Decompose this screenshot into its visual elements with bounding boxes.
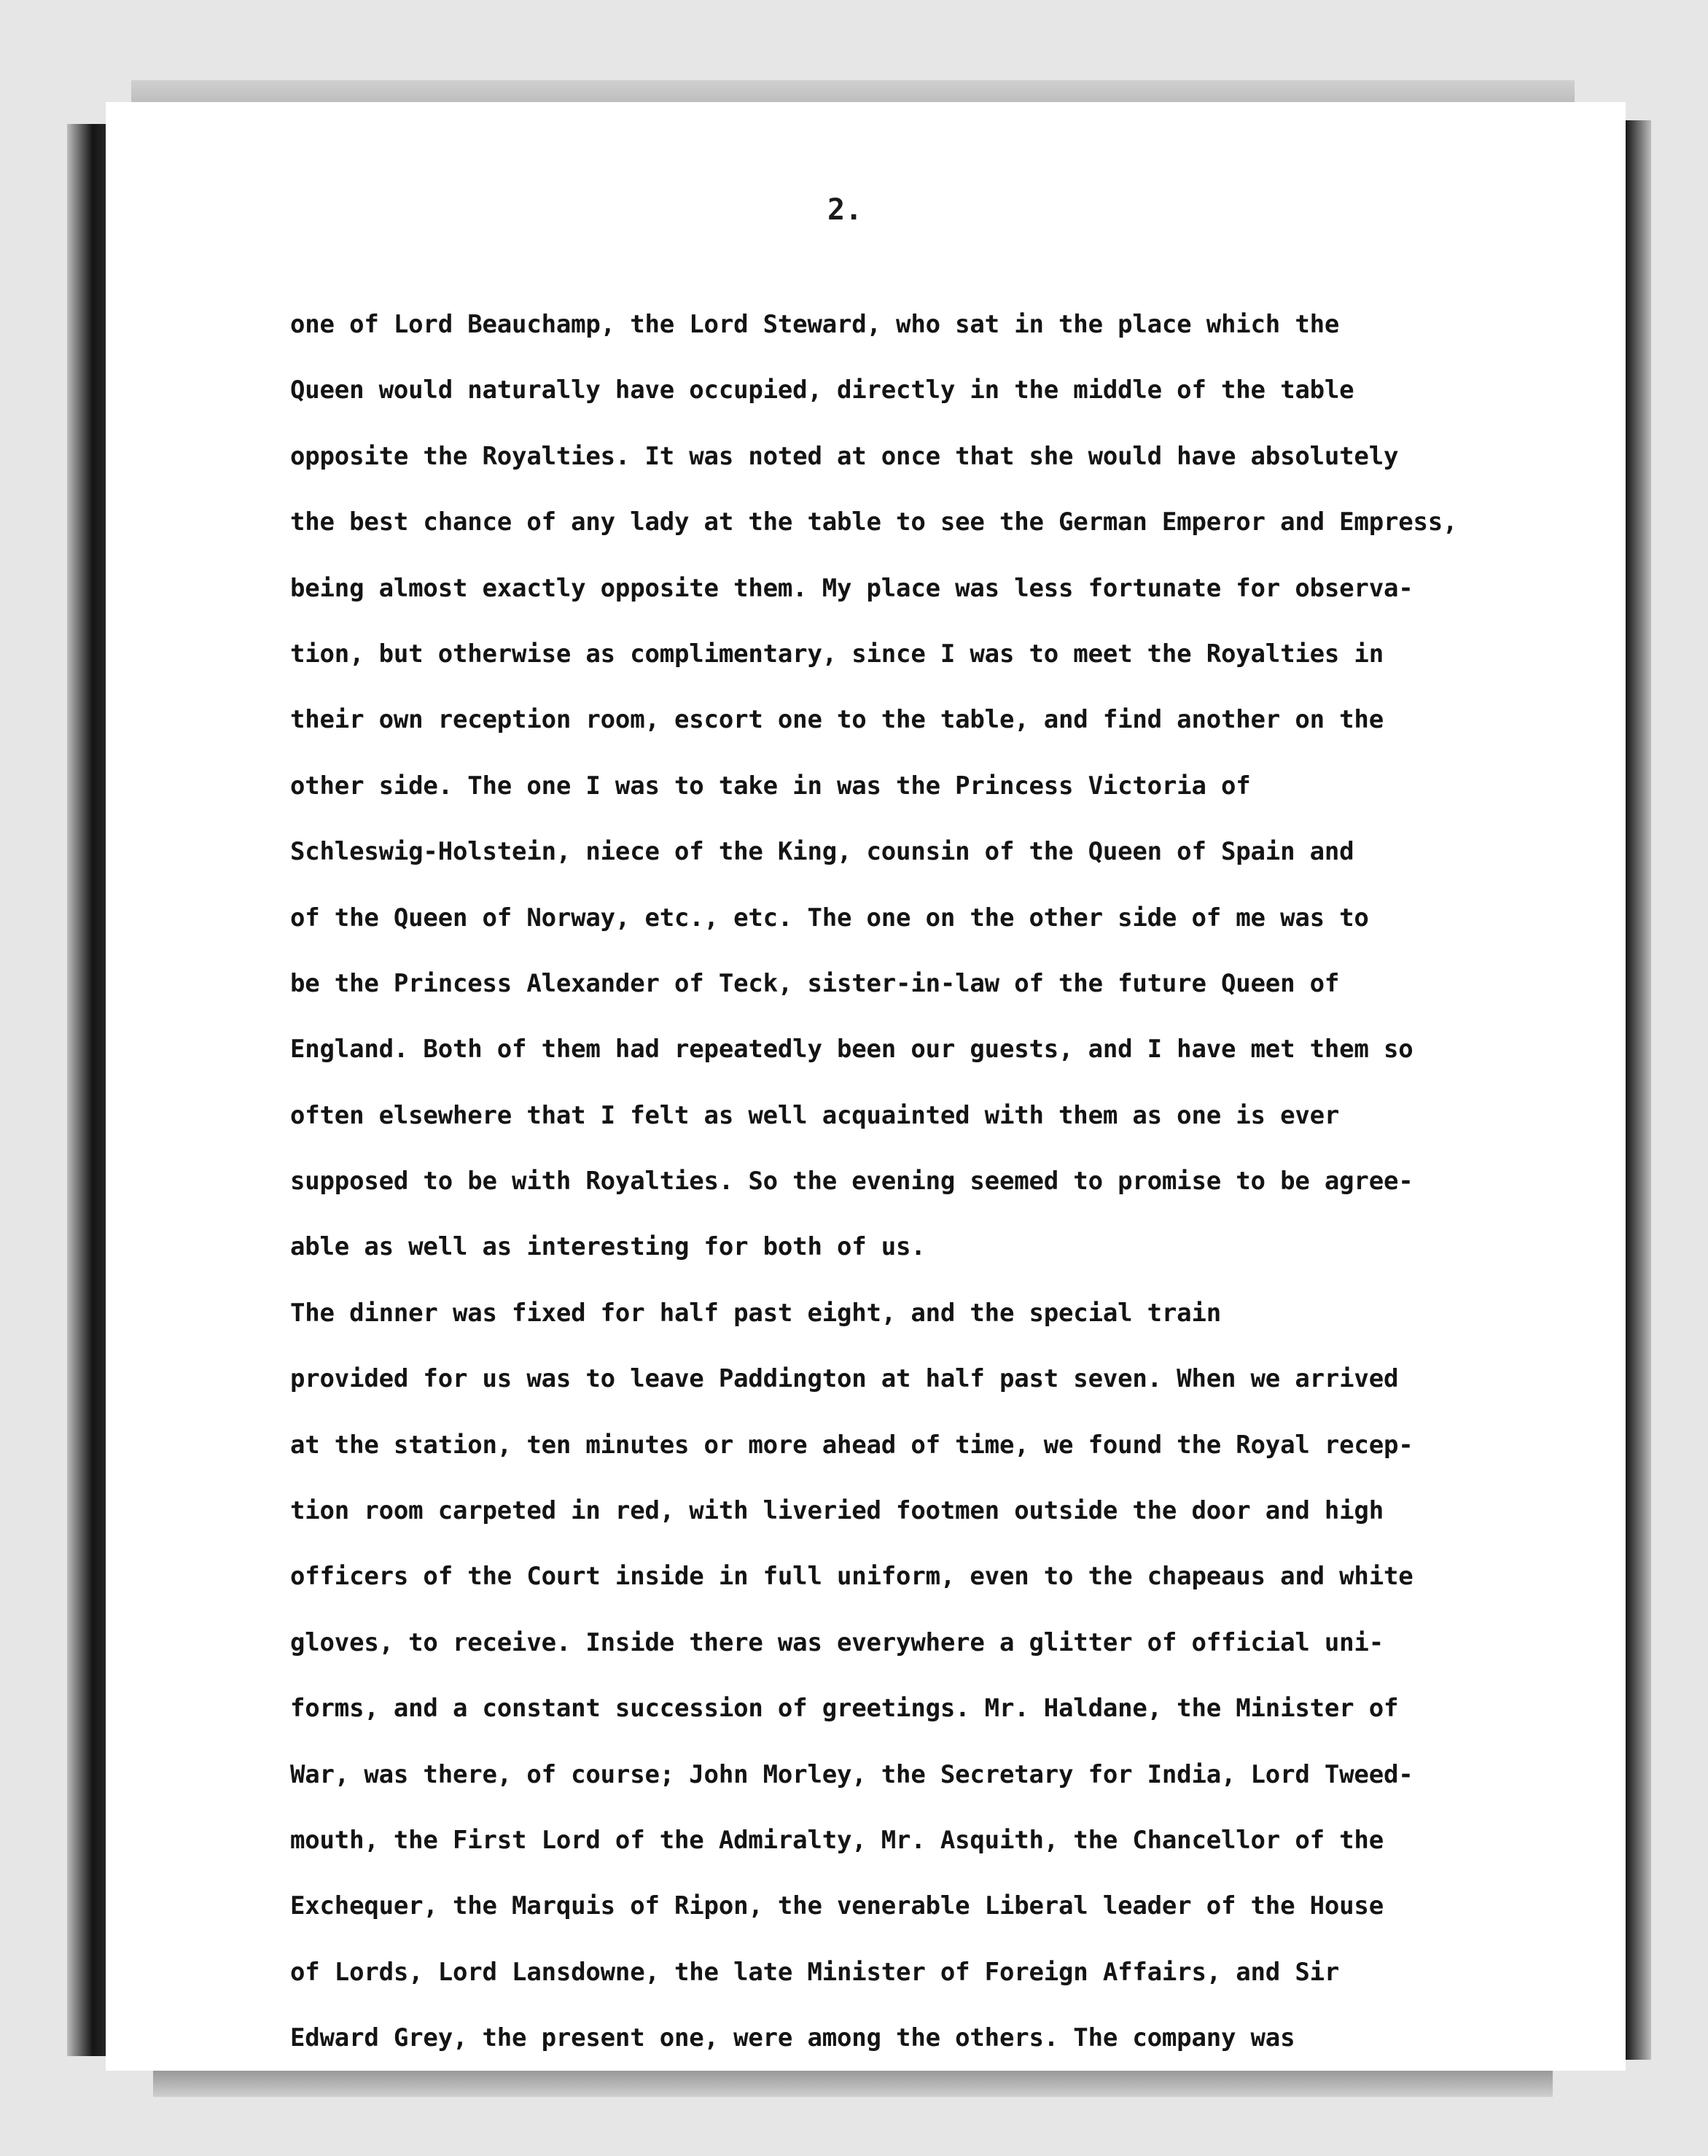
text-line: tion room carpeted in red, with liveried footmen outside the door and high — [290, 1496, 1384, 1526]
text-line: provided for us was to leave Paddington at half past seven. When we arrived — [290, 1364, 1399, 1394]
text-line: Queen would naturally have occupied, directly in the middle of the table — [290, 375, 1354, 405]
page-number: 2. — [827, 193, 863, 227]
text-line: of the Queen of Norway, etc., etc. The one on the other side of me was to — [290, 903, 1369, 933]
text-line: forms, and a constant succession of greetings. Mr. Haldane, the Minister of — [290, 1694, 1399, 1724]
text-line: Exchequer, the Marquis of Ripon, the venerable Liberal leader of the House — [290, 1891, 1384, 1921]
text-line: Edward Grey, the present one, were among the others. The company was — [290, 2023, 1295, 2053]
text-line: tion, but otherwise as complimentary, since I was to meet the Royalties in — [290, 639, 1384, 669]
text-line: gloves, to receive. Inside there was everywhere a glitter of official uni- — [290, 1627, 1384, 1657]
text-line: England. Both of them had repeatedly been our guests, and I have met them so — [290, 1035, 1413, 1065]
text-line: other side. The one I was to take in was the Princess Victoria of — [290, 771, 1251, 801]
text-line: one of Lord Beauchamp, the Lord Steward, who sat in the place which the — [290, 310, 1340, 339]
text-line: being almost exactly opposite them. My place was less fortunate for observa- — [290, 573, 1413, 603]
text-line: mouth, the First Lord of the Admiralty, Mr. Asquith, the Chancellor of the — [290, 1825, 1384, 1855]
text-line: supposed to be with Royalties. So the evening seemed to promise to be agree- — [290, 1167, 1413, 1196]
body-text — [290, 292, 1500, 2071]
text-line: The dinner was fixed for half past eight, and the special train — [290, 1298, 1221, 1328]
text-line: their own reception room, escort one to the table, and find another on the — [290, 705, 1384, 735]
text-line: able as well as interesting for both of us. — [290, 1232, 926, 1262]
text-line: of Lords, Lord Lansdowne, the late Minister of Foreign Affairs, and Sir — [290, 1957, 1340, 1987]
text-line: the best chance of any lady at the table to see the German Emperor and Empress, — [290, 507, 1458, 537]
text-line: at the station, ten minutes or more ahead of time, we found the Royal recep- — [290, 1430, 1413, 1460]
scan-border-left — [67, 124, 109, 2056]
text-line: Schleswig-Holstein, niece of the King, counsin of the Queen of Spain and — [290, 837, 1354, 867]
text-line: be the Princess Alexander of Teck, sister-in-law of the future Queen of — [290, 968, 1340, 998]
text-line: officers of the Court inside in full uniform, even to the chapeaus and white — [290, 1562, 1413, 1592]
text-line: often elsewhere that I felt as well acquainted with them as one is ever — [290, 1100, 1340, 1130]
text-line: opposite the Royalties. It was noted at once that she would have absolutely — [290, 441, 1399, 471]
text-line: War, was there, of course; John Morley, the Secretary for India, Lord Tweed- — [290, 1759, 1413, 1789]
